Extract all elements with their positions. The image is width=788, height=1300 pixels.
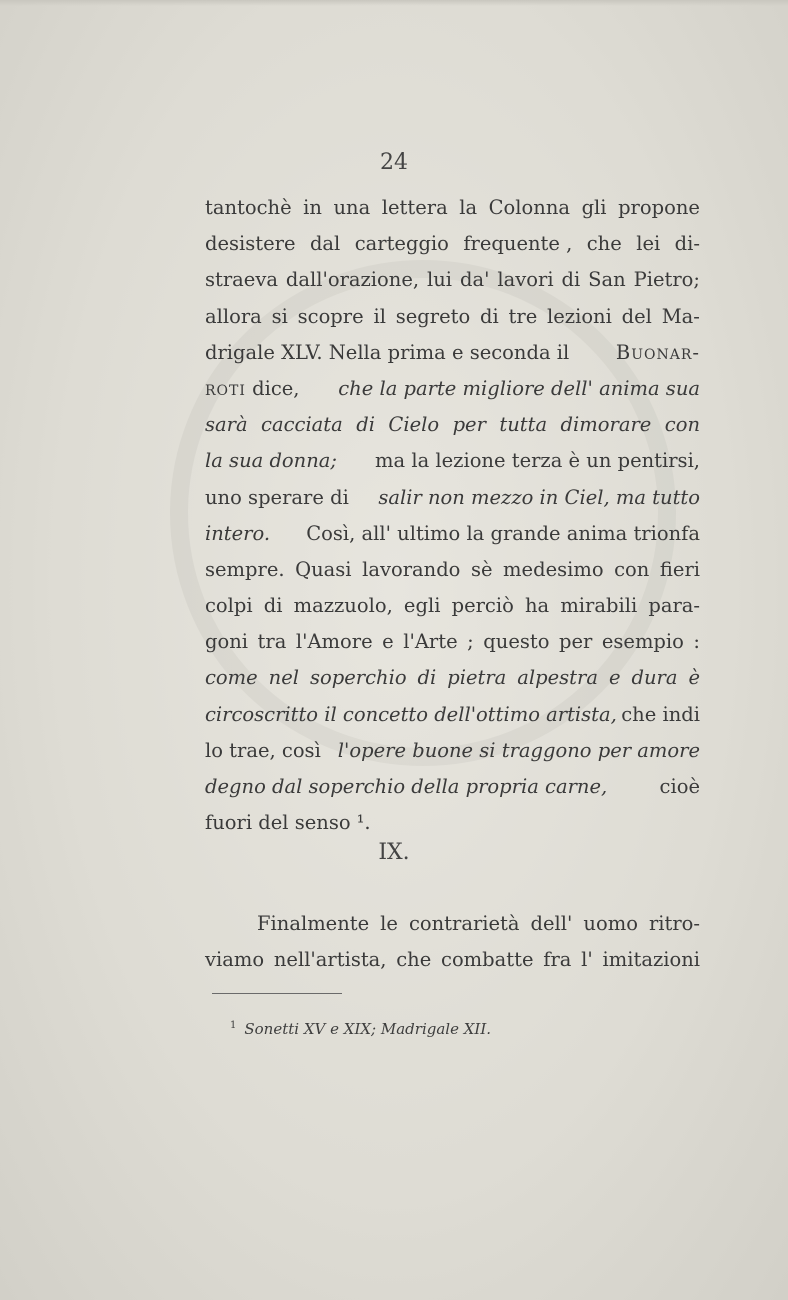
text-line-13 [205,624,700,660]
text-line-11 [205,552,700,588]
text-span: uno sperare di [205,485,349,509]
text-span: Così, all' ultimo la grande anima trionfa [306,521,700,545]
word: tre [508,304,538,328]
italic-quote: che la parte migliore dell' anima sua [338,376,700,400]
word: si [271,304,288,328]
paragraph-2 [205,906,700,978]
word: lavori [497,268,554,292]
text-line-1 [205,190,700,226]
author-name-smallcaps: Buonar- [615,340,700,364]
word: la [459,196,478,219]
word: scopre [297,304,364,328]
word: dall'orazione, [285,268,420,292]
word: di- [674,232,700,256]
footnote-divider [212,993,342,994]
footnote-reference: ¹. [356,811,371,835]
word: Colonna [488,196,571,219]
text-span: Finalmente le contrarietà dell' uomo ritro- [257,912,700,935]
paragraph-1 [205,190,700,841]
word: che [586,232,622,256]
text-line-10 [205,516,700,552]
page-top-edge [0,0,788,6]
text-line-14 [205,660,700,696]
word: allora [205,304,262,328]
text-line-p2-1 [205,906,700,942]
text-line-4 [205,299,700,335]
text-span: fuori del senso [205,811,351,835]
text-span: cioè [659,775,700,798]
word: Pietro; [633,268,700,292]
footnote [230,1020,491,1038]
text-span: lo trae, così [205,738,321,762]
text-line-3 [205,262,700,298]
text-line-18 [205,805,700,841]
author-name-smallcaps: roti [205,376,246,400]
text-line-9 [205,480,700,516]
text-line-17 [205,769,700,805]
word: di [480,304,499,328]
word: Ma- [661,304,700,328]
italic-quote: salir non mezzo in Ciel, ma tutto [378,485,700,509]
word: desistere [205,232,296,256]
word: carteggio [354,232,449,256]
text-span: ma la lezione terza è un pentirsi, [375,449,700,473]
italic-quote: circoscritto il concetto dell'ottimo artista, [205,702,617,726]
word: segreto [395,304,471,328]
text-line-15 [205,697,700,733]
text-span: sempre. Quasi lavorando sè medesimo con fieri [205,557,700,581]
section-heading: IX. [378,840,410,865]
italic-quote: intero. [205,521,271,545]
footnote-text: Sonetti XV e XIX; Madrigale XII. [244,1020,492,1038]
word: lettera [381,196,448,219]
italic-quote: l'opere buone si traggono per amore [337,738,700,762]
text-line-5 [205,335,700,371]
word: una [333,196,371,219]
word: in [303,196,322,219]
page-number: 24 [380,150,408,175]
word: dal [309,232,341,256]
text-span: colpi di mazzuolo, egli perciò ha mirabili para- [205,594,700,618]
text-line-p2-2 [205,942,700,978]
word: tantochè [205,196,292,219]
text-line-8 [205,443,700,479]
word: il [373,304,386,328]
word: di [561,268,581,292]
word: lei [636,232,661,256]
text-span: viamo nell'artista, che combatte fra l' imitazioni [205,948,700,972]
word: propone [618,196,700,219]
word: da' [459,268,490,292]
italic-quote: la sua donna; [205,449,337,473]
word: San [588,268,626,292]
text-line-16 [205,733,700,769]
footnote-mark: 1 [230,1020,237,1031]
text-line-7 [205,407,700,443]
text-span: dice, [252,376,300,400]
italic-quote: degno dal soperchio della propria carne, [205,775,608,798]
text-line-12 [205,588,700,624]
word: straeva [205,268,278,292]
text-span: drigale XLV. Nella prima e seconda il [205,340,570,364]
word: frequente , [463,232,573,256]
word: lui [427,268,453,292]
word: del [621,304,652,328]
text-line-6 [205,371,700,407]
word: gli [581,196,607,219]
italic-quote: come nel soperchio di pietra alpestra e dura è [205,666,700,690]
text-line-2 [205,226,700,262]
word: lezioni [547,304,612,328]
text-span: goni tra l'Amore e l'Arte ; questo per esempio : [205,630,700,654]
text-span: che indi [621,702,700,726]
italic-quote: sarà cacciata di Cielo per tutta dimorare con [205,413,700,437]
